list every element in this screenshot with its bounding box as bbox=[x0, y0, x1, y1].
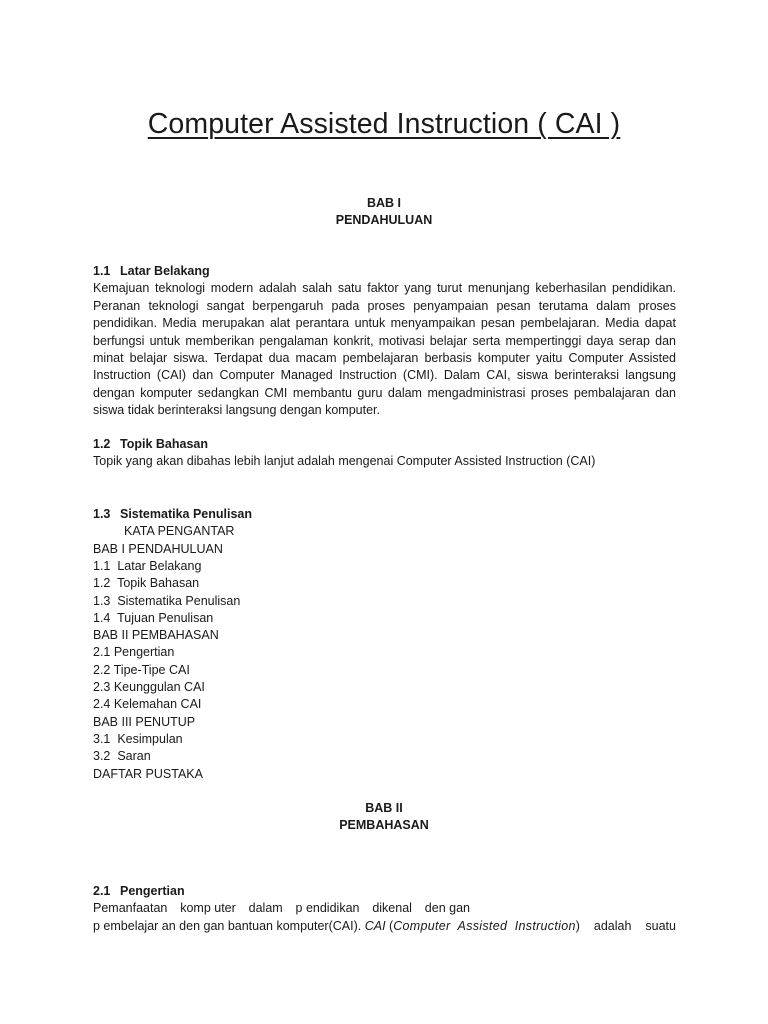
section-1-3-number: 1.3 bbox=[93, 507, 111, 521]
word: dalam bbox=[248, 901, 283, 916]
toc-item: 2.3 Keunggulan CAI bbox=[93, 680, 205, 695]
toc-item: BAB III PENUTUP bbox=[93, 714, 196, 729]
section-1-1 bbox=[93, 263, 676, 420]
toc-item: 1.2 Topik Bahasan bbox=[93, 576, 200, 591]
toc-item: 2.1 Pengertian bbox=[93, 645, 175, 660]
word: Pemanfaatan bbox=[93, 901, 168, 916]
section-1-1-number: 1.1 bbox=[93, 264, 111, 278]
word: dikenal bbox=[372, 901, 412, 916]
section-1-2-heading bbox=[93, 436, 676, 453]
toc-item: 2.4 Kelemahan CAI bbox=[93, 697, 202, 712]
section-1-2-title: Topik Bahasan bbox=[120, 437, 208, 451]
document-title-text: Computer Assisted Instruction ( CAI ) bbox=[147, 108, 621, 140]
line-2-start: p embelajar an den gan bantuan komputer(CAI). bbox=[93, 918, 365, 933]
section-1-3-heading bbox=[93, 506, 676, 523]
toc-item: 1.3 Sistematika Penulisan bbox=[93, 593, 241, 608]
toc-list bbox=[93, 523, 676, 782]
toc-item: 2.2 Tipe-Tipe CAI bbox=[93, 662, 190, 677]
word: suatu bbox=[645, 918, 676, 933]
section-2-1 bbox=[93, 883, 676, 935]
line-2-paren: ( bbox=[385, 918, 394, 933]
line-2-paren: ) bbox=[575, 918, 580, 933]
document-title bbox=[0, 108, 768, 141]
section-1-2-body: Topik yang akan dibahas lebih lanjut adalah mengenai Computer Assisted Instruction (CAI) bbox=[93, 454, 596, 469]
word: den gan bbox=[424, 901, 470, 916]
section-1-2 bbox=[93, 436, 676, 471]
bab2-label: BAB II bbox=[365, 801, 403, 815]
section-2-1-line-2 bbox=[93, 918, 676, 935]
section-2-1-title: Pengertian bbox=[120, 884, 185, 898]
toc-item: 3.2 Saran bbox=[93, 749, 151, 764]
bab2-heading: PEMBAHASAN bbox=[339, 818, 429, 832]
toc-item: DAFTAR PUSTAKA bbox=[93, 766, 203, 781]
toc-item: 1.4 Tujuan Penulisan bbox=[93, 610, 214, 625]
word: komp uter bbox=[180, 901, 236, 916]
section-2-1-number: 2.1 bbox=[93, 884, 111, 898]
section-1-2-number: 1.2 bbox=[93, 437, 111, 451]
section-1-3-title: Sistematika Penulisan bbox=[120, 507, 253, 521]
section-1-3 bbox=[93, 506, 676, 783]
toc-item: BAB II PEMBAHASAN bbox=[93, 628, 219, 643]
word: adalah bbox=[593, 918, 632, 933]
section-1-1-heading bbox=[93, 263, 676, 280]
section-2-1-heading bbox=[93, 883, 676, 900]
toc-item: 1.1 Latar Belakang bbox=[93, 559, 202, 573]
toc-item: 3.1 Kesimpulan bbox=[93, 731, 183, 746]
bab1-label: BAB I bbox=[366, 196, 402, 210]
toc-item: KATA PENGANTAR bbox=[124, 524, 235, 539]
section-1-1-body: Kemajuan teknologi modern adalah salah satu faktor yang turut menunjang keberhasilan pendidikan. Peranan teknologi sangat berpengaruh pada proses penyampaian pesan terutama dalam proses pendidikan. Media merupakan alat perantara untuk menyampaikan pesan pembelajaran. Media dapat berfungsi untuk memberikan pengalaman konkrit, motivasi belajar serta mempertinggi daya serap dan minat belajar siswa. Terdapat dua macam pembelajaran berbasis komputer yaitu Computer Assisted Instruction (CAI) dan Computer Managed Instruction (CMI). Dalam CAI, siswa berinteraksi langsung dengan komputer sedangkan CMI membantu guru dalam mengadministrasi proses pembalajaran dan siswa tidak berinteraksi langsung dengan komputer. bbox=[93, 281, 676, 418]
line-2-lead bbox=[93, 918, 580, 935]
line-2-italic: Computer Assisted Instruction bbox=[393, 918, 576, 933]
word: p endidikan bbox=[295, 901, 360, 916]
section-2-1-line-1 bbox=[93, 900, 470, 917]
bab1-heading: PENDAHULUAN bbox=[335, 213, 433, 227]
toc-item: BAB I PENDAHULUAN bbox=[93, 541, 223, 556]
line-2-cai: CAI bbox=[364, 918, 386, 933]
section-1-1-title: Latar Belakang bbox=[120, 264, 210, 278]
